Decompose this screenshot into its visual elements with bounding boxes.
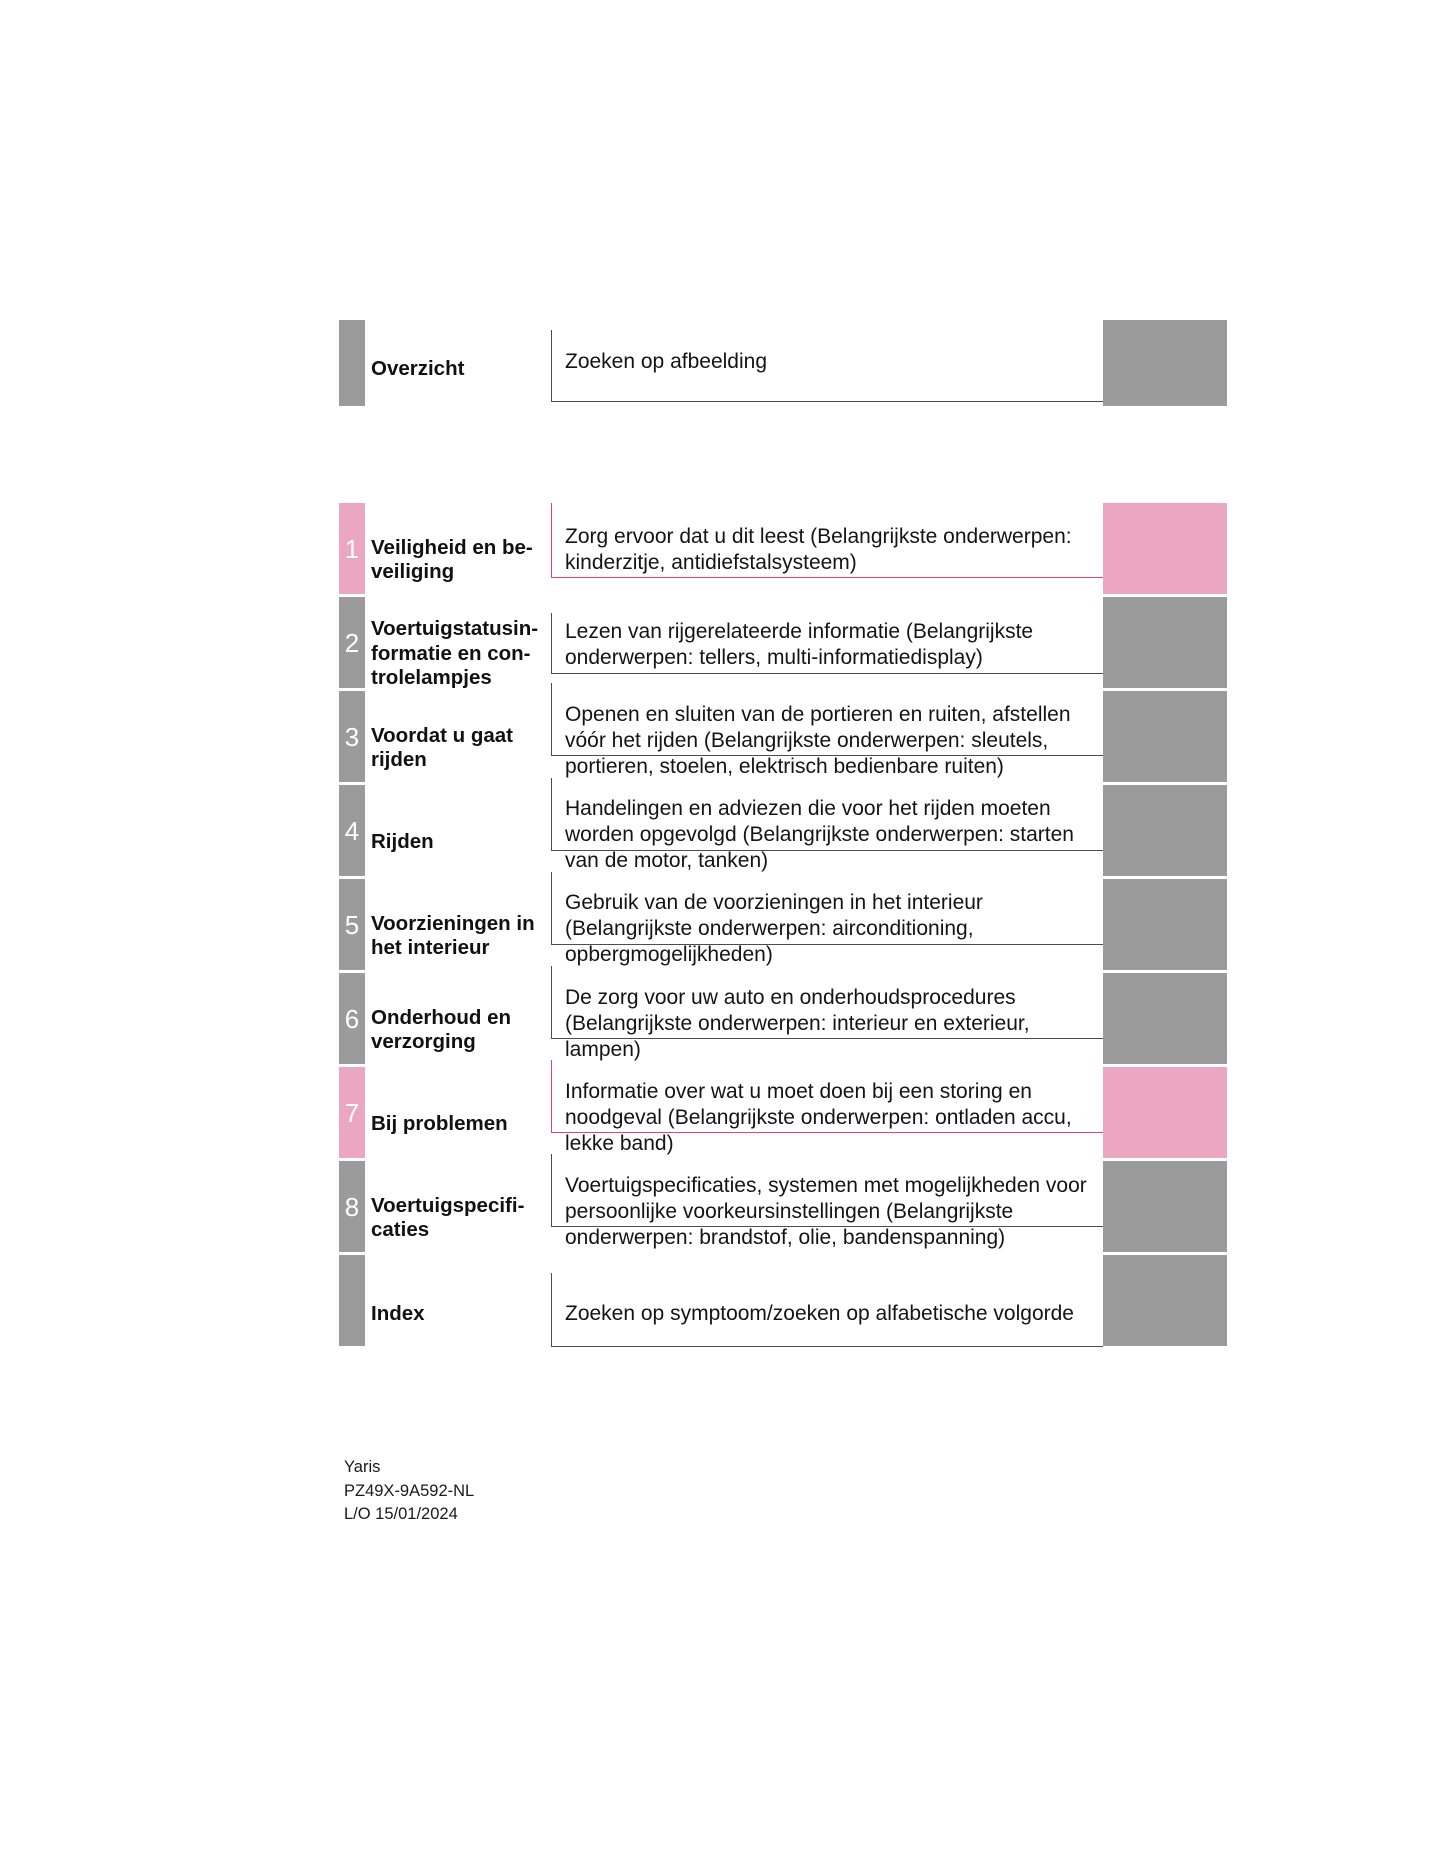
chapter-title: Rijden [371,829,434,853]
chapter-title: Onderhoud en verzorging [371,1005,512,1053]
chapter-row[interactable] [339,1067,1227,1158]
index-tab-marker [339,1255,365,1346]
chapter-tab-marker [339,1161,365,1252]
chapter-title: Voordat u gaat rijden [371,723,513,771]
chapter-tab-marker [339,785,365,876]
chapter-thumb-tab [1103,597,1227,688]
chapter-description: Lezen van rijgerelateerde informatie (Belangrijkste onderwerpen: tellers, multi-informatiedisplay) [565,620,1034,669]
overview-description: Zoeken op afbeelding [565,350,767,373]
chapter-number: 1 [344,533,360,564]
chapter-title: Voertuigstatusin- formatie en con- trolelampjes [371,617,539,690]
chapter-row[interactable] [339,1161,1227,1252]
chapter-description: Handelingen en adviezen die voor het rijden moeten worden opgevolgd (Belangrijkste onderwerpen: starten van de motor, tanken) [565,797,1074,872]
chapter-number: 6 [344,1003,360,1034]
overview-thumb-tab [1103,320,1227,406]
chapter-tab-marker [339,597,365,688]
chapter-description: Zorg ervoor dat u dit leest (Belangrijkste onderwerpen: kinderzitje, antidiefstalsysteem) [565,525,1072,574]
overview-tab-marker [339,320,365,406]
chapter-number: 2 [344,627,360,658]
chapter-description: Informatie over wat u moet doen bij een storing en noodgeval (Belangrijkste onderwerpen: ontladen accu, lekke band) [565,1080,1072,1155]
chapter-tab-marker [339,503,365,594]
chapter-thumb-tab [1103,1161,1227,1252]
chapter-tab-marker [339,1067,365,1158]
footer-document-code: PZ49X-9A592-NL [344,1481,475,1500]
overview-row[interactable] [339,320,1227,406]
chapter-description: Voertuigspecificaties, systemen met mogelijkheden voor persoonlijke voorkeursinstellingen (Belangrijkste onderwerpen: brandstof, olie, bandenspanning) [565,1174,1087,1249]
chapter-number: 8 [344,1191,360,1222]
chapter-row[interactable] [339,785,1227,876]
footer-model: Yaris [344,1458,381,1476]
index-row[interactable] [339,1255,1227,1346]
chapter-thumb-tab [1103,691,1227,782]
index-description: Zoeken op symptoom/zoeken op alfabetische volgorde [565,1302,1074,1325]
chapter-tab-marker [339,973,365,1064]
chapter-title: Bij problemen [371,1111,508,1135]
index-thumb-tab [1103,1255,1227,1346]
chapter-description: Gebruik van de voorzieningen in het interieur (Belangrijkste onderwerpen: airconditioning, opbergmogelijkheden) [565,891,983,966]
chapter-thumb-tab [1103,785,1227,876]
chapter-row[interactable] [339,691,1227,782]
chapter-title: Veiligheid en be- veiliging [371,535,533,583]
chapter-number: 5 [344,909,360,940]
chapter-row[interactable] [339,879,1227,970]
chapter-row[interactable] [339,973,1227,1064]
chapter-title: Voertuigspecifi- caties [371,1193,525,1241]
chapter-thumb-tab [1103,1067,1227,1158]
chapter-tab-marker [339,691,365,782]
chapter-number: 7 [344,1097,360,1128]
chapter-row[interactable] [339,597,1227,688]
chapter-tab-marker [339,879,365,970]
chapter-number: 3 [344,721,360,752]
chapter-description: De zorg voor uw auto en onderhoudsprocedures (Belangrijkste onderwerpen: interieur en exterieur, lampen) [565,986,1030,1061]
overview-title: Overzicht [371,356,465,380]
footer-date: L/O 15/01/2024 [344,1505,458,1523]
chapter-thumb-tab [1103,879,1227,970]
chapter-thumb-tab [1103,973,1227,1064]
chapter-thumb-tab [1103,503,1227,594]
chapter-number: 4 [344,815,360,846]
index-title: Index [371,1301,425,1325]
chapter-row[interactable] [339,503,1227,594]
chapter-title: Voorzieningen in het interieur [371,911,535,959]
chapter-description: Openen en sluiten van de portieren en ruiten, afstellen vóór het rijden (Belangrijkste onderwerpen: sleutels, portieren, stoelen, elektrisch bedienbare ruiten) [565,703,1071,778]
document-footer [344,1456,474,1527]
